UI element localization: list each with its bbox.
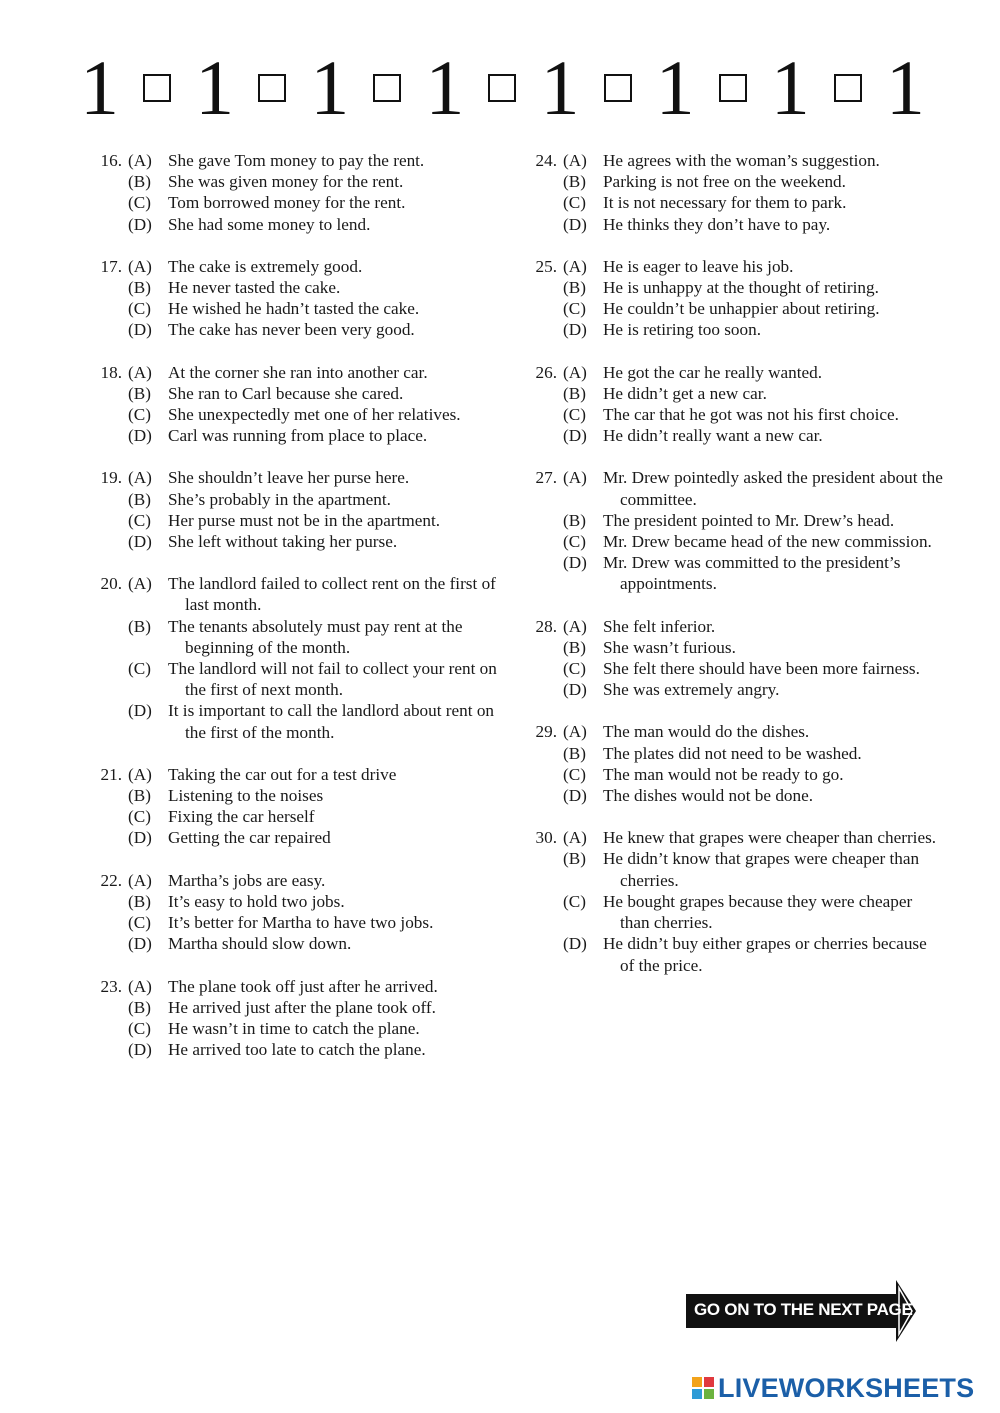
answer-option [90,425,500,446]
option-letter: (B) [563,637,586,657]
option-letter: (C) [128,405,151,425]
question-item [525,256,945,341]
question-number: 29. [535,722,557,742]
question-number: 23. [100,976,122,996]
answer-option [525,743,945,764]
option-letter: (B) [128,786,151,806]
question-item [90,362,500,447]
option-text: Getting the car repaired [168,828,331,848]
section-number: 1 [540,44,580,131]
square-icon [258,74,286,102]
question-item [525,616,945,701]
option-text: He wasn’t in time to catch the plane. [168,1018,420,1038]
option-letter: (D) [563,786,587,806]
question-number: 20. [100,574,122,594]
answer-option [90,616,500,658]
option-letter: (A) [563,722,587,742]
option-letter: (C) [563,299,586,319]
option-text: He agrees with the woman’s suggestion. [603,151,880,170]
answer-option [525,891,945,933]
option-letter: (D) [563,214,587,234]
question-item [90,764,500,849]
option-text: It’s easy to hold two jobs. [168,891,345,911]
option-text: She’s probably in the apartment. [168,489,391,509]
option-text: She left without taking her purse. [168,532,398,552]
option-letter: (B) [128,616,151,636]
option-letter: (A) [563,151,587,170]
option-letter: (D) [128,701,152,721]
option-letter: (C) [563,193,586,213]
answer-option [90,150,500,171]
section-number: 1 [425,44,465,131]
answer-option [90,171,500,192]
answer-option [525,848,945,890]
question-number: 30. [535,828,557,848]
option-letter: (B) [128,489,151,509]
option-letter: (C) [128,913,151,933]
option-letter: (D) [128,426,152,446]
option-letter: (B) [563,172,586,192]
option-letter: (A) [128,574,152,594]
option-text: She wasn’t furious. [603,637,736,657]
answer-option [525,679,945,700]
answer-option [90,827,500,848]
option-text: She unexpectedly met one of her relatives. [168,405,461,425]
option-text: Her purse must not be in the apartment. [168,510,441,530]
option-letter: (D) [563,320,587,340]
option-text: He is unhappy at the thought of retiring. [603,278,879,298]
option-letter: (B) [128,172,151,192]
answer-option [90,510,500,531]
option-text: He didn’t get a new car. [603,383,767,403]
question-item [525,150,945,235]
question-item [90,150,500,235]
option-text: She was extremely angry. [603,680,780,700]
answer-option [525,362,945,383]
answer-option [525,827,945,848]
option-text: It’s better for Martha to have two jobs. [168,913,434,933]
answer-option [525,531,945,552]
option-letter: (A) [563,362,587,382]
option-letter: (C) [563,891,586,911]
option-text: He arrived just after the plane took off. [168,997,436,1017]
go-on-next-page-banner [686,1278,918,1344]
option-text: Carl was running from place to place. [168,426,428,446]
option-letter: (B) [563,510,586,530]
answer-option [90,192,500,213]
brand-name: LIVEWORKSHEETS [718,1372,975,1403]
option-letter: (A) [563,468,587,488]
option-text: Tom borrowed money for the rent. [168,193,406,213]
question-number: 16. [100,151,122,170]
option-text: He arrived too late to catch the plane. [168,1040,426,1060]
answer-option [525,933,945,975]
answer-option [90,658,500,700]
option-text: Martha’s jobs are easy. [168,870,326,890]
section-number: 1 [195,44,235,131]
option-text: He is retiring too soon. [603,320,762,340]
option-letter: (D) [563,934,587,954]
answer-option [90,214,500,235]
option-letter: (B) [128,278,151,298]
option-text: He never tasted the cake. [168,278,341,298]
option-text: The cake is extremely good. [168,256,363,276]
answer-option [90,298,500,319]
option-text: It is not necessary for them to park. [603,193,847,213]
answer-option [525,277,945,298]
square-icon [834,74,862,102]
answer-option [90,976,500,997]
option-letter: (C) [128,1018,151,1038]
answer-option [90,362,500,383]
answer-option [90,319,500,340]
option-letter: (D) [128,214,152,234]
option-text: At the corner she ran into another car. [168,362,428,382]
option-letter: (A) [128,151,152,170]
question-item [90,467,500,552]
answer-option [525,298,945,319]
section-header [80,44,925,131]
question-number: 19. [100,468,122,488]
option-text: He wished he hadn’t tasted the cake. [168,299,420,319]
option-text: The cake has never been very good. [168,320,415,340]
option-letter: (D) [128,320,152,340]
option-text: She was given money for the rent. [168,172,404,192]
answer-option [90,870,500,891]
option-letter: (B) [563,849,586,869]
option-text: She had some money to lend. [168,214,371,234]
question-item [90,256,500,341]
option-letter: (C) [128,807,151,827]
answer-option [90,1039,500,1060]
question-number: 17. [100,256,122,276]
option-text: The man would do the dishes. [603,722,810,742]
option-letter: (C) [128,659,151,679]
option-letter: (B) [563,743,586,763]
option-letter: (B) [128,383,151,403]
option-text: Mr. Drew was committed to the president’s appointments. [603,553,901,594]
answer-option [525,319,945,340]
option-letter: (A) [563,828,587,848]
option-letter: (C) [128,193,151,213]
option-text: He bought grapes because they were cheaper than cherries. [603,891,913,933]
answer-option [525,764,945,785]
option-text: She felt there should have been more fairness. [603,659,920,679]
option-text: The tenants absolutely must pay rent at the beginning of the month. [168,616,463,657]
square-icon [488,74,516,102]
option-text: He got the car he really wanted. [603,362,823,382]
answer-option [525,192,945,213]
option-text: He didn’t really want a new car. [603,426,823,446]
go-on-label: GO ON TO THE NEXT PAGE [694,1300,913,1319]
answer-option [525,383,945,404]
section-number: 1 [80,44,119,131]
option-text: She gave Tom money to pay the rent. [168,151,425,170]
answer-option [90,700,500,742]
option-text: Taking the car out for a test drive [168,764,397,784]
section-number: 1 [885,44,925,131]
option-letter: (A) [128,468,152,488]
liveworksheets-brand [692,1372,974,1404]
option-letter: (C) [563,532,586,552]
option-letter: (C) [563,659,586,679]
option-letter: (A) [128,256,152,276]
option-letter: (A) [128,976,152,996]
answer-option [90,1018,500,1039]
square-icon [143,74,171,102]
option-letter: (B) [128,997,151,1017]
option-text: The car that he got was not his first choice. [603,405,899,425]
option-text: The dishes would not be done. [603,786,814,806]
question-number: 28. [535,616,557,636]
answer-option [90,933,500,954]
answer-option [90,489,500,510]
question-number: 24. [535,151,557,170]
option-text: The president pointed to Mr. Drew’s head. [603,510,895,530]
question-item [525,721,945,806]
square-icon [373,74,401,102]
section-number: 1 [655,44,695,131]
option-letter: (D) [128,1040,152,1060]
option-text: Fixing the car herself [168,807,315,827]
option-letter: (D) [563,680,587,700]
option-letter: (D) [563,426,587,446]
question-item [90,870,500,955]
answer-option [525,616,945,637]
option-letter: (D) [128,532,152,552]
question-item [525,362,945,447]
questions-column-left [90,150,500,1081]
answer-option [525,510,945,531]
answer-option [525,658,945,679]
question-number: 26. [535,362,557,382]
option-text: She ran to Carl because she cared. [168,383,404,403]
answer-option [90,383,500,404]
question-number: 22. [100,870,122,890]
square-icon [719,74,747,102]
question-item [525,467,945,594]
answer-option [90,256,500,277]
question-item [90,573,500,743]
answer-option [525,256,945,277]
question-number: 25. [535,256,557,276]
option-letter: (C) [563,405,586,425]
option-letter: (A) [563,256,587,276]
answer-option [90,891,500,912]
option-text: Parking is not free on the weekend. [603,172,846,192]
option-letter: (C) [128,510,151,530]
option-letter: (A) [128,362,152,382]
answer-option [525,467,945,509]
option-letter: (B) [563,383,586,403]
question-number: 27. [535,468,557,488]
question-item [90,976,500,1061]
answer-option [90,912,500,933]
option-text: The plane took off just after he arrived. [168,976,438,996]
answer-option [90,764,500,785]
option-text: Martha should slow down. [168,934,352,954]
option-text: The landlord will not fail to collect your rent on the first of next month. [168,659,497,700]
section-number: 1 [770,44,810,131]
answer-option [525,171,945,192]
answer-option [90,806,500,827]
answer-option [90,277,500,298]
option-letter: (A) [128,764,152,784]
option-letter: (D) [563,553,587,573]
option-letter: (A) [128,870,152,890]
question-number: 21. [100,764,122,784]
answer-option [525,785,945,806]
answer-option [525,425,945,446]
option-letter: (B) [128,891,151,911]
square-icon [604,74,632,102]
option-text: She felt inferior. [603,616,716,636]
option-text: He didn’t know that grapes were cheaper than cherries. [603,849,920,890]
answer-option [90,404,500,425]
option-text: He knew that grapes were cheaper than cherries. [603,828,937,848]
answer-option [525,404,945,425]
answer-option [525,637,945,658]
option-text: He is eager to leave his job. [603,256,794,276]
option-letter: (D) [128,934,152,954]
section-number: 1 [310,44,350,131]
option-letter: (B) [563,278,586,298]
answer-option [525,214,945,235]
option-letter: (C) [128,299,151,319]
option-text: He couldn’t be unhappier about retiring. [603,299,880,319]
option-text: He didn’t buy either grapes or cherries because of the price. [603,934,927,975]
answer-option [90,573,500,615]
option-text: Mr. Drew became head of the new commission. [603,532,932,552]
liveworksheets-logo-icon [692,1377,714,1399]
option-text: He thinks they don’t have to pay. [603,214,831,234]
answer-option [525,552,945,594]
option-letter: (D) [128,828,152,848]
answer-option [525,150,945,171]
option-text: Listening to the noises [168,786,324,806]
option-text: The man would not be ready to go. [603,764,844,784]
option-text: She shouldn’t leave her purse here. [168,468,410,488]
answer-option [90,467,500,488]
option-letter: (A) [563,616,587,636]
answer-option [90,997,500,1018]
questions-column-right [525,150,945,997]
option-text: The plates did not need to be washed. [603,743,862,763]
option-letter: (C) [563,764,586,784]
answer-option [525,721,945,742]
answer-option [90,531,500,552]
question-item [525,827,945,975]
answer-option [90,785,500,806]
option-text: The landlord failed to collect rent on the first of last month. [168,574,496,615]
question-number: 18. [100,362,122,382]
option-text: Mr. Drew pointedly asked the president about the committee. [603,468,943,509]
option-text: It is important to call the landlord about rent on the first of the month. [168,701,495,742]
